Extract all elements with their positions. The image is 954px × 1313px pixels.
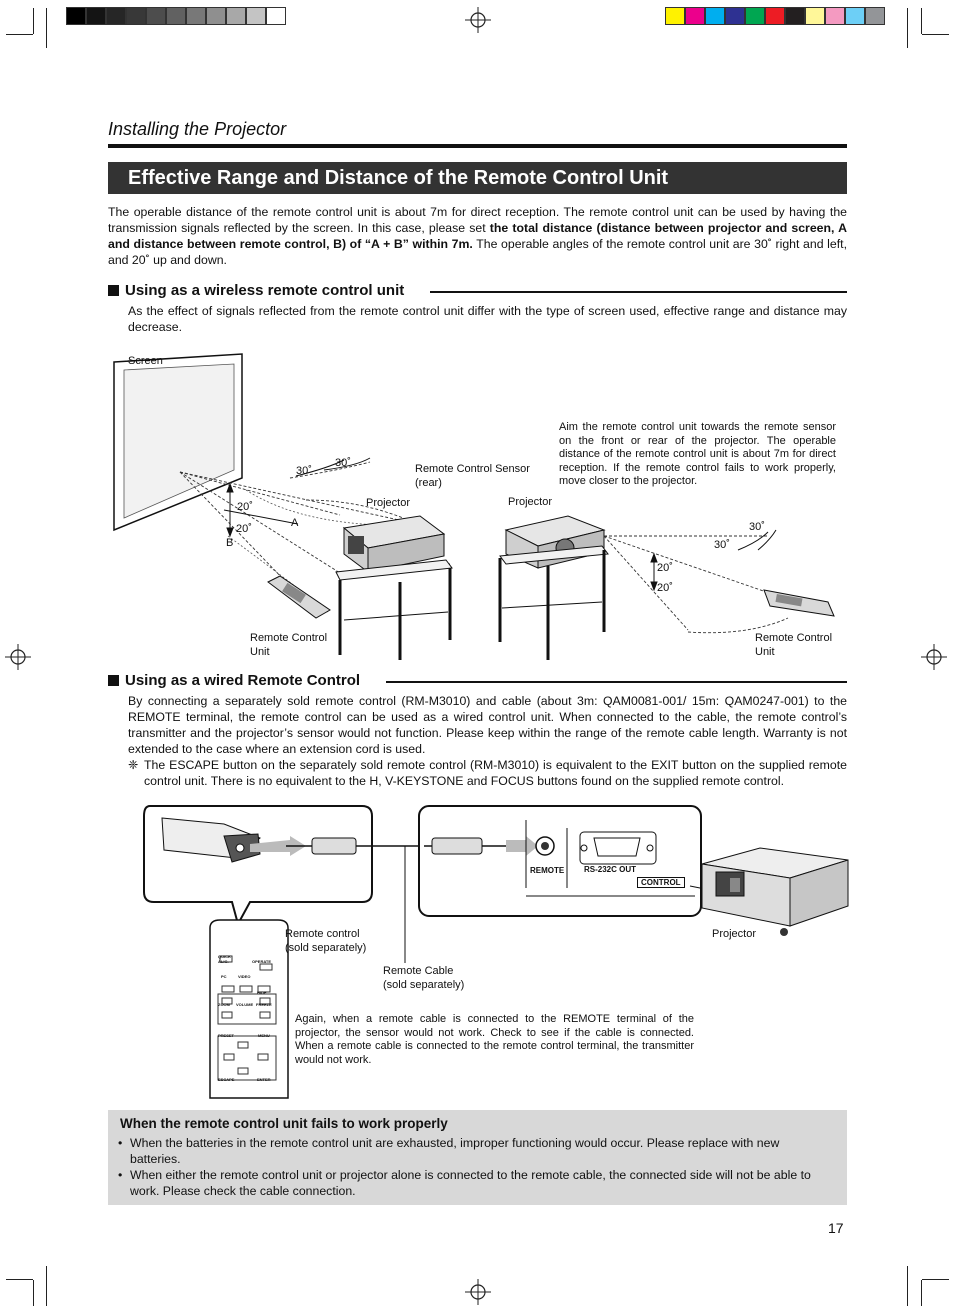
wired-remote-illustration xyxy=(210,920,288,1098)
note-mark-icon: ❈ xyxy=(128,758,139,772)
color-swatch xyxy=(765,7,785,25)
remote-left-label xyxy=(250,632,327,659)
screen-illustration xyxy=(114,354,242,530)
gray-swatch xyxy=(186,7,206,25)
projector-label: Projector xyxy=(712,928,757,940)
wired-note-text: The ESCAPE button on the separately sold remote control (RM-M3010) is equivalent to the EXIT button on the supplied remote control unit. There is no equivalent to the H, V-KEYSTONE and FOCUS buttons found on the supplied remote control. xyxy=(144,758,847,788)
remote-control-right-illustration xyxy=(764,590,834,616)
again-note: Again, when a remote cable is connected to the REMOTE terminal of the projector, the sensor would not work. Check to see if the cable is connected. When a remote cable is connected to the remote control terminal, the transmitter would not work. xyxy=(295,1013,694,1066)
heading-square-icon xyxy=(108,675,119,686)
intro-text-bold: the total distance (distance between projector and screen, A and distance between remote control, B) of “A + B” within 7m. xyxy=(108,221,847,251)
projector-illustration xyxy=(702,848,848,936)
list-item xyxy=(118,1135,830,1167)
rc-operate-label: OPERATE xyxy=(252,959,272,964)
color-swatch xyxy=(865,7,885,25)
remote-end-callout xyxy=(144,806,372,924)
wireless-heading-rule xyxy=(430,291,847,293)
color-swatch xyxy=(825,7,845,25)
angle-20-label: 20˚ xyxy=(657,562,673,574)
angle-20-label: 20˚ xyxy=(236,523,252,535)
wireless-heading xyxy=(108,282,404,299)
color-swatch xyxy=(845,7,865,25)
color-swatch xyxy=(805,7,825,25)
cable-label-line-1: Remote Cable xyxy=(383,965,454,977)
signal-lines-right xyxy=(604,536,788,633)
remote-terminal-label: REMOTE xyxy=(530,866,565,875)
gray-swatch xyxy=(166,7,186,25)
troubleshooting-title: When the remote control unit fails to work properly xyxy=(120,1116,448,1131)
wired-body: By connecting a separately sold remote control (RM-M3010) and cable (about 3m: QAM0081-001/ 15m: QAM0247-001) to the REMOTE terminal, the remote control can be used as a wired control unit. When connected to the cable, the remote control’s transmitter and the projector’s sensor would not function. Please keep within the range of the remote cable length. Warranty is not extended to the case where an extension cord is used. xyxy=(128,694,847,756)
wired-note xyxy=(128,757,847,789)
wired-heading-text: Using as a wired Remote Control xyxy=(125,672,361,689)
color-swatch xyxy=(705,7,725,25)
gray-swatch xyxy=(86,7,106,25)
gray-swatch xyxy=(246,7,266,25)
bullet-icon: • xyxy=(118,1136,123,1150)
remote-control-label-line-2: (sold separately) xyxy=(285,941,367,954)
cable-label xyxy=(383,965,464,992)
angle-30-label: 30˚ xyxy=(714,539,730,551)
gray-swatch xyxy=(126,7,146,25)
projector-panel-callout xyxy=(419,806,701,916)
angle-20-label: 20˚ xyxy=(657,582,673,594)
color-swatch xyxy=(685,7,705,25)
rc-preset-label: PRESET xyxy=(218,1033,235,1038)
control-label: CONTROL xyxy=(637,877,685,888)
remote-control-label xyxy=(285,928,366,955)
angle-20-label: 20˚ xyxy=(237,501,253,513)
color-swatch xyxy=(745,7,765,25)
intro-paragraph xyxy=(108,204,847,268)
remote-control-left-illustration xyxy=(268,576,330,618)
gray-swatch xyxy=(66,7,86,25)
list-item xyxy=(118,1167,830,1199)
wireless-heading-text: Using as a wireless remote control unit xyxy=(125,282,405,299)
page-title: Effective Range and Distance of the Remote Control Unit xyxy=(108,162,847,194)
sensor-label-line-2: (rear) xyxy=(415,476,442,489)
angle-30-label: 30˚ xyxy=(749,521,765,533)
intro-text-2: The operable angles of the remote control unit are 30˚ right and left, and 20˚ up and down. xyxy=(108,237,847,267)
list-item-text: When the batteries in the remote control unit are exhausted, improper functioning would occur. Please replace with new batteries. xyxy=(130,1136,780,1166)
list-item-text: When either the remote control unit or projector alone is connected to the remote cable, the connected side will not be able to work. Please check the cable connection. xyxy=(130,1168,811,1198)
remote-right-label xyxy=(755,632,832,659)
gray-swatch xyxy=(106,7,126,25)
distance-a-label: A xyxy=(291,517,299,529)
page-number: 17 xyxy=(828,1220,844,1236)
rc-zoom-label: ZOOM xyxy=(218,1002,230,1007)
wireless-body: As the effect of signals reflected from the remote control unit differ with the type of screen used, effective range and distance may decrease. xyxy=(128,304,847,334)
color-swatch xyxy=(665,7,685,25)
registration-mark-bottom xyxy=(465,1279,491,1305)
gray-swatch xyxy=(226,7,246,25)
angle-30-label: 30˚ xyxy=(296,465,312,477)
bullet-icon: • xyxy=(118,1168,123,1182)
registration-mark-left xyxy=(5,644,31,670)
projector-left-label: Projector xyxy=(366,497,411,509)
projector-left-illustration xyxy=(336,516,452,660)
rc-pc-label: PC xyxy=(221,974,227,979)
gray-swatch xyxy=(206,7,226,25)
grayscale-bar xyxy=(66,7,286,25)
color-swatch xyxy=(785,7,805,25)
rc-volume-label: VOLUME xyxy=(236,1002,254,1007)
projector-right-illustration xyxy=(500,516,608,660)
rc-enter-label: ENTER xyxy=(257,1077,271,1082)
gray-swatch xyxy=(266,7,286,25)
rc-quick-alig-label: QUICK ALIG. xyxy=(218,954,231,964)
registration-mark-top xyxy=(465,7,491,33)
rc-escape-label: ESCAPE xyxy=(218,1077,235,1082)
color-swatch xyxy=(725,7,745,25)
rc-video-label: VIDEO xyxy=(238,974,251,979)
header-rule xyxy=(108,144,847,148)
remote-left-label-line-1: Remote Control xyxy=(250,632,328,644)
remote-left-label-line-2: Unit xyxy=(250,645,270,658)
wireless-range-diagram xyxy=(108,350,848,662)
remote-right-label-line-1: Remote Control xyxy=(755,632,833,644)
rc-freeze-label: FREEZE xyxy=(256,1002,272,1007)
troubleshooting-list xyxy=(118,1135,830,1199)
registration-mark-right xyxy=(921,644,947,670)
rs232-label: RS-232C OUT xyxy=(584,865,637,874)
heading-square-icon xyxy=(108,285,119,296)
distance-b-label: B xyxy=(226,537,234,549)
gray-swatch xyxy=(146,7,166,25)
projector-right-label: Projector xyxy=(508,496,553,508)
wired-heading-rule xyxy=(386,681,847,683)
intro-text-1: The operable distance of the remote control unit is about 7m for direct reception. The remote control unit can be used by having the transmission signals reflected by the screen. In this case, please set xyxy=(108,205,847,235)
screen-label: Screen xyxy=(128,355,163,367)
cable-label-line-2: (sold separately) xyxy=(383,978,465,991)
section-title: Installing the Projector xyxy=(108,119,287,139)
color-bar xyxy=(665,7,885,25)
sensor-label-line-1: Remote Control Sensor xyxy=(415,463,530,475)
angle-30-label: 30˚ xyxy=(335,457,351,469)
remote-control-label-line-1: Remote control xyxy=(285,928,360,940)
remote-right-label-line-2: Unit xyxy=(755,645,775,658)
wired-heading xyxy=(108,672,360,689)
sensor-label xyxy=(415,463,530,490)
rc-hide-label: HIDE xyxy=(257,990,267,995)
aim-note: Aim the remote control unit towards the remote sensor on the front or rear of the projector. The operable distance of the remote control unit is about 7m for direct reception. If the remote control fails to work properly, move closer to the projector. xyxy=(559,421,836,487)
rc-menu-label: MENU xyxy=(258,1033,270,1038)
